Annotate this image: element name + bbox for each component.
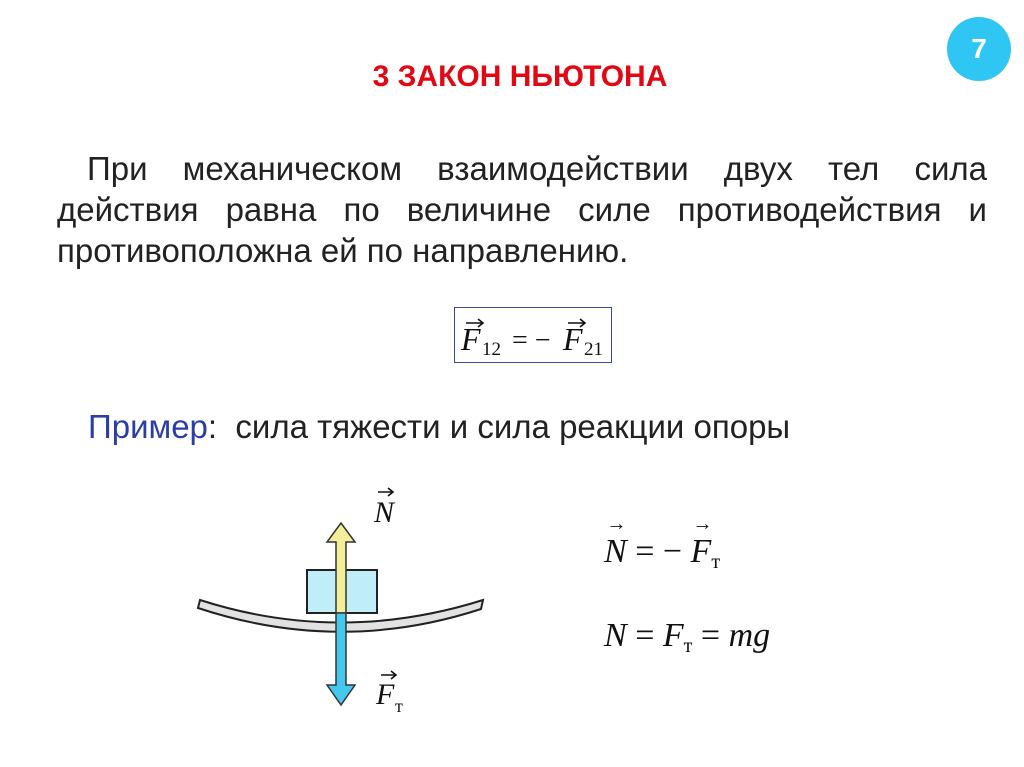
gravity-force-sub: т	[395, 696, 403, 716]
example-colon: :	[207, 408, 218, 445]
example-text: сила тяжести и сила реакции опоры	[235, 408, 791, 445]
formula-rhs-sub: 21	[584, 339, 603, 360]
eq1-rhs-sub: т	[711, 551, 721, 573]
formula-box	[454, 307, 612, 363]
eq2-rhs: mg	[728, 617, 771, 654]
eq2-mid: F	[662, 617, 684, 654]
eq1-op: = −	[635, 533, 683, 570]
gravity-force-label: F	[376, 678, 395, 711]
eq2-mid-sub: т	[683, 635, 693, 657]
formula-svg	[455, 308, 613, 364]
equation-1	[604, 533, 720, 574]
slide-title: 3 ЗАКОН НЬЮТОНА	[372, 60, 668, 93]
eq2-lhs: N	[604, 617, 627, 654]
eq2-op1: =	[635, 617, 655, 654]
formula-lhs-sub: 12	[482, 339, 501, 360]
eq1-rhs: → F	[691, 533, 712, 571]
eq1-lhs: → N	[604, 533, 627, 571]
equation-2	[604, 617, 770, 658]
example-label: Пример	[88, 408, 208, 445]
law-statement: При механическом взаимодействии двух тел сила действия равна по величине силе противодействия и противоположна ей по направлению.	[57, 150, 987, 269]
eq2-op2: =	[700, 617, 721, 654]
normal-force-label: N	[374, 496, 395, 529]
formula-operator: = −	[512, 325, 551, 356]
force-diagram	[190, 480, 490, 730]
slide-number-badge: 7	[947, 17, 1011, 81]
formula-rhs-symbol: F	[563, 321, 583, 357]
formula-lhs-symbol: F	[461, 321, 481, 357]
vector-arrow-icon	[378, 488, 393, 496]
example-line	[88, 408, 790, 446]
